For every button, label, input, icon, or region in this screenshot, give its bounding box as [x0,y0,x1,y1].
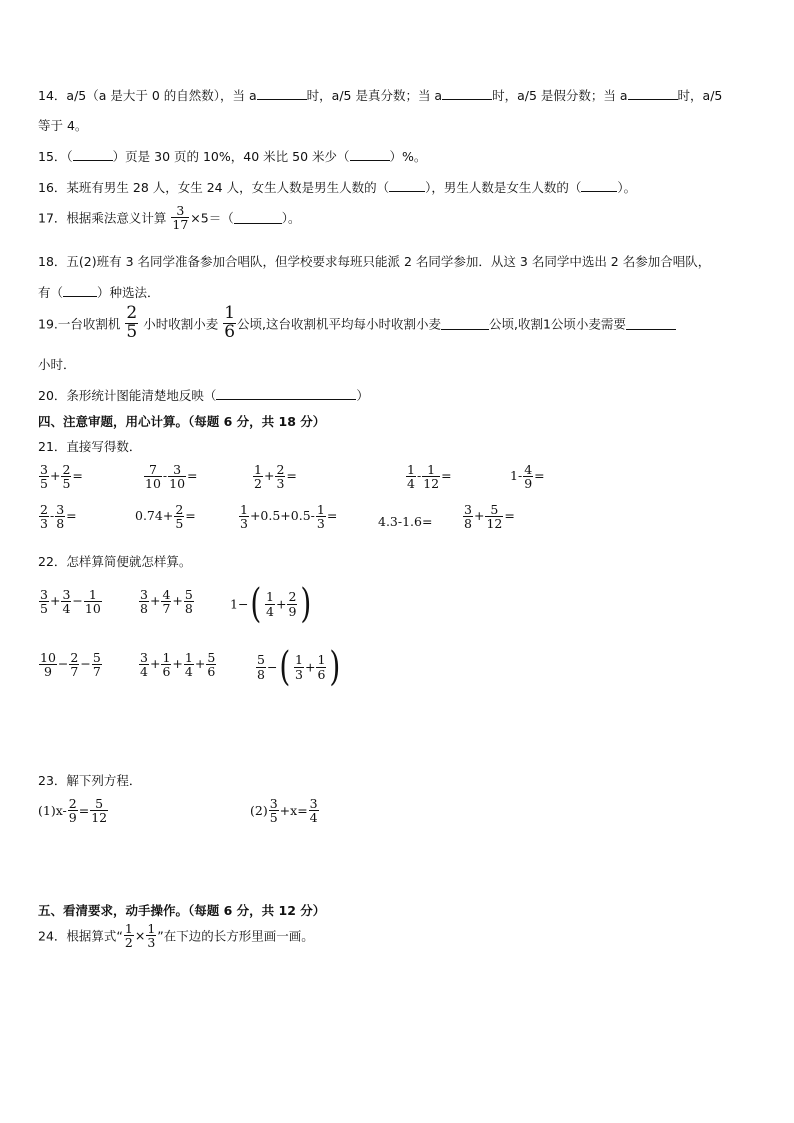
question-14-cont: 等于 4。 [38,118,88,133]
q17-fraction: $\frac{3}{17}$ [172,203,189,233]
question-15 [38,147,426,165]
q22-expr-4: $\frac{10}{9}$ − $\frac{2}{7}$ − $\frac{5}{7}$ [40,650,101,680]
q21-item-1: $\frac{3}{5}$ + $\frac{2}{5}$ = [40,462,83,492]
q16-text-c: ）。 [617,180,637,195]
q21-item-9: 4.3-1.6= [378,514,433,529]
question-17 [38,204,301,231]
question-22-title: 22．怎样算简便就怎样算。 [38,554,192,569]
q14-text-a: 14．a/5（a 是大于 0 的自然数），当 a [38,88,257,103]
q14-text-d: 时，a/5 [677,88,723,103]
question-23-title: 23．解下列方程． [38,773,142,788]
q22-expr-5: $\frac{3}{4}$ + $\frac{1}{6}$ + $\frac{1}{4}$ + $\frac{5}{6}$ [140,650,216,680]
q15-blank-1[interactable] [73,148,113,161]
q17-text-b: ×5＝（ [190,210,234,226]
q21-item-2: $\frac{7}{10}$ - $\frac{3}{10}$ = [145,462,198,492]
section-5-heading: 五、看清要求，动手操作。（每题 6 分，共 12 分） [38,903,326,918]
q16-blank-2[interactable] [581,179,617,192]
q22-expr-3: 1−( $\frac{1}{4}$ + $\frac{2}{9}$ ) [230,581,312,627]
q19-text-d: 公顷,收割1公顷小麦需要 [489,316,626,332]
q14-blank-3[interactable] [628,87,678,100]
q14-text-b: 时，a/5 是真分数；当 a [306,88,443,103]
q21-item-7: 0.74+ $\frac{2}{5}$ = [135,502,196,532]
q18-text-b: 有（ [38,285,64,300]
question-14 [38,86,722,104]
section-4-heading: 四、注意审题，用心计算。（每题 6 分，共 18 分） [38,414,326,429]
q16-blank-1[interactable] [389,179,425,192]
q19-blank-1[interactable] [441,317,489,330]
q15-text-a: 15．（ [38,149,73,164]
question-24: 24．根据算式“ $\frac{1}{2}$ × $\frac{1}{3}$ ”在下边的长方形里画一画。 [38,921,314,951]
q14-blank-1[interactable] [257,87,307,100]
q22-expr-6: $\frac{5}{8}$ −( $\frac{1}{3}$ + $\frac{1}{6}$ ) [257,644,341,690]
question-21-title: 21．直接写得数． [38,439,142,454]
question-20 [38,386,369,404]
question-16 [38,178,636,196]
q18-text-c: ）种选法． [97,285,160,300]
q16-text-a: 16．某班有男生 28 人，女生 24 人，女生人数是男生人数的（ [38,180,390,195]
q20-text-b: ） [356,388,369,403]
q15-text-c: ）%。 [389,149,427,164]
q16-text-b: ），男生人数是女生人数的（ [425,180,582,195]
q18-blank[interactable] [63,284,97,297]
q21-item-4: $\frac{1}{4}$ - $\frac{1}{12}$ = [407,462,452,492]
q23-equation-2: (2) $\frac{3}{5}$ +x= $\frac{3}{4}$ [250,796,318,826]
q17-blank[interactable] [234,211,282,224]
q19-blank-2[interactable] [626,317,676,330]
q19-text-b: 小时收割小麦 [143,316,219,332]
q20-blank[interactable] [216,387,356,400]
q21-item-3: $\frac{1}{2}$ + $\frac{2}{3}$ = [254,462,297,492]
q22-expr-1: $\frac{3}{5}$ + $\frac{3}{4}$ − $\frac{1}{10}$ [40,587,101,617]
q21-item-8: $\frac{1}{3}$ +0.5+0.5- $\frac{1}{3}$ = [240,502,338,532]
question-18: 18．五(2)班有 3 名同学准备参加合唱队，但学校要求每班只能派 2 名同学参加．从这 3 名同学中选出 2 名参加合唱队， [38,254,711,269]
q14-blank-2[interactable] [442,87,492,100]
q19-text-a: 19.一台收割机 [38,316,121,332]
q15-text-b: ）页是 30 页的 10%，40 米比 50 米少（ [112,149,350,164]
question-19-cont: 小时． [38,357,76,372]
q17-text-c: ）。 [281,210,301,226]
q19-text-c: 公顷,这台收割机平均每小时收割小麦 [237,316,441,332]
question-18-cont [38,283,160,301]
q21-item-6: $\frac{2}{3}$ - $\frac{3}{8}$ = [40,502,77,532]
q21-item-5: 1- $\frac{4}{9}$ = [510,462,545,492]
q14-text-c: 时，a/5 是假分数；当 a [492,88,628,103]
q19-fraction-1: $\frac{2}{5}$ [126,303,138,342]
q21-item-10: $\frac{3}{8}$ + $\frac{5}{12}$ = [464,502,515,532]
q23-equation-1: (1)x- $\frac{2}{9}$ = $\frac{5}{12}$ [38,796,108,826]
q15-blank-2[interactable] [350,148,390,161]
q20-text-a: 20．条形统计图能清楚地反映（ [38,388,217,403]
question-19 [38,305,676,342]
q17-text-a: 17．根据乘法意义计算 [38,210,167,226]
q19-fraction-2: $\frac{1}{6}$ [224,303,236,342]
q22-expr-2: $\frac{3}{8}$ + $\frac{4}{7}$ + $\frac{5}{8}$ [140,587,193,617]
